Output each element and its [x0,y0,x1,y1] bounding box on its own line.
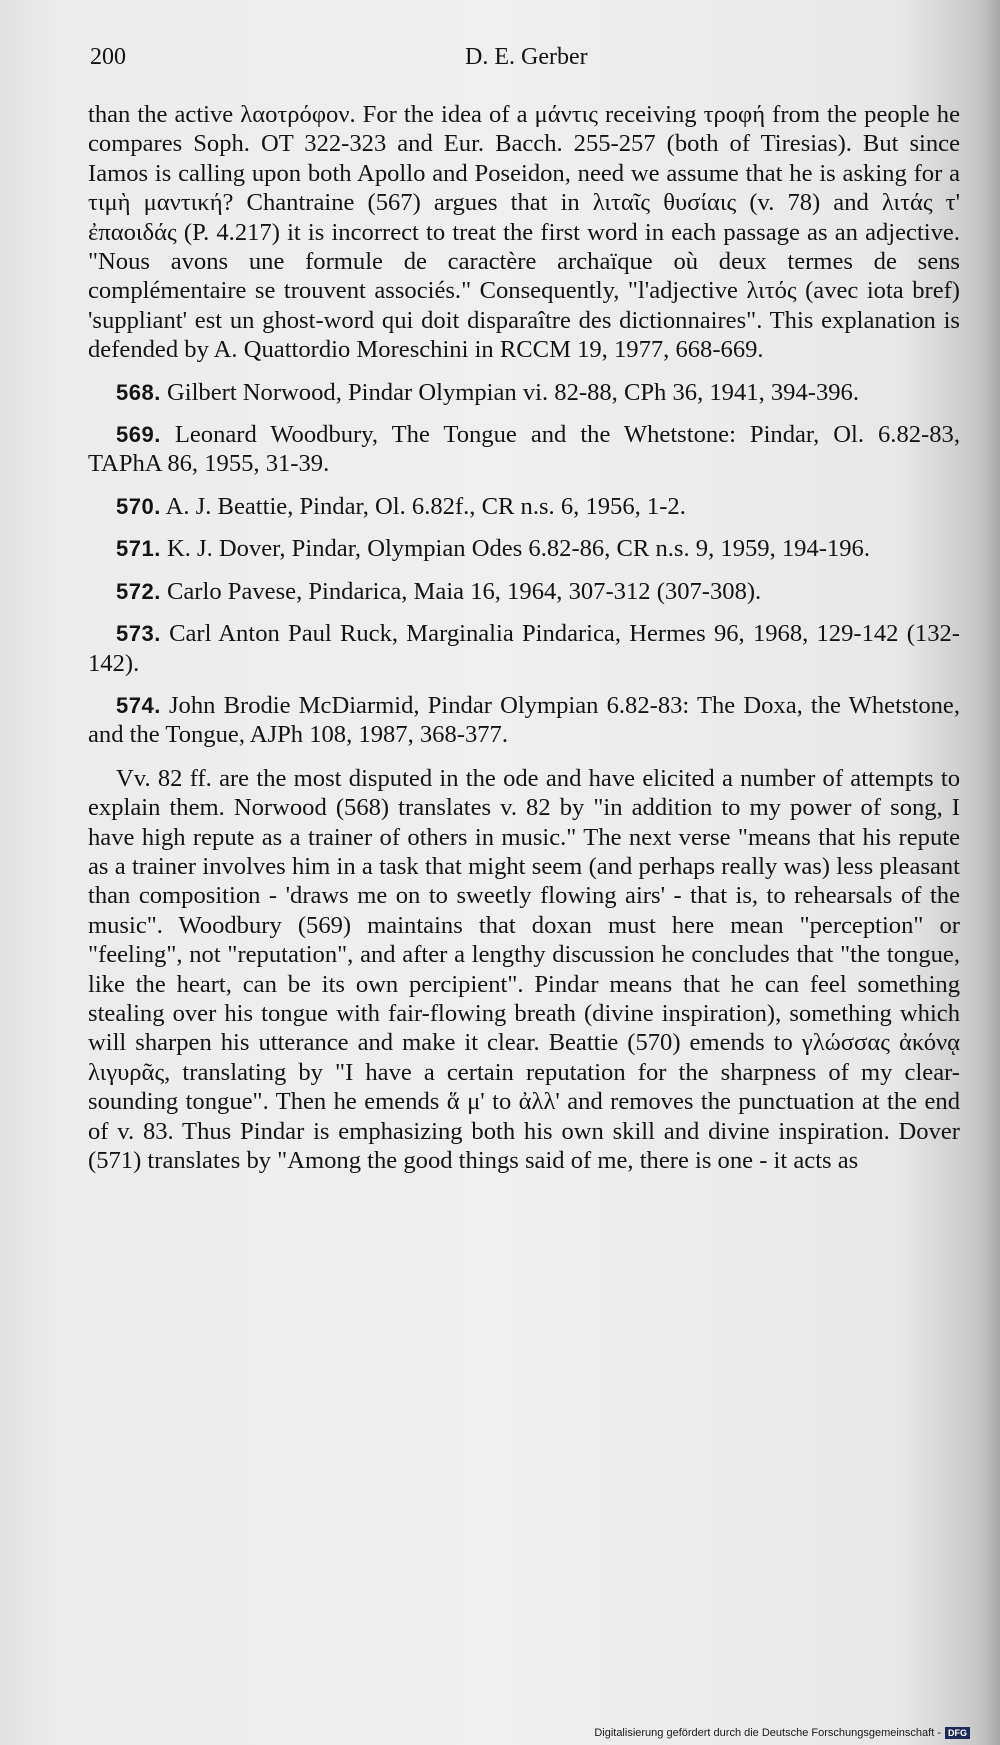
page-number: 200 [90,44,126,70]
reference-text: K. J. Dover, Pindar, Olympian Odes 6.82-86, CR n.s. 9, 1959, 194-196. [166,535,870,563]
reference-number: 571. [116,536,161,562]
reference-572 [88,577,960,606]
reference-570 [88,492,960,521]
running-head: D. E. Gerber [465,44,588,70]
body-text [88,100,960,1175]
reference-text: Leonard Woodbury, The Tongue and the Whetstone: Pindar, Ol. 6.82-83, TAPhA 86, 1955, 31-39. [88,421,960,478]
reference-number: 574. [116,692,161,718]
reference-number: 572. [116,578,161,604]
page-header [0,44,1000,84]
reference-text: John Brodie McDiarmid, Pindar Olympian 6.82-83: The Doxa, the Whetstone, and the Tongue, AJPh 108, 1987, 368-377. [88,691,960,749]
dfg-logo: DFG [945,1727,970,1739]
reference-573 [88,619,960,678]
page-gutter [978,0,1000,1745]
opening-paragraph: than the active λαοτρόφον. For the idea of a μάντις receiving τροφή from the people he compares Soph. OT 322-323 and Eur. Bacch. 255-257 (both of Tiresias). But since Iamos is calling upon both Apollo and Poseidon, need we assume that he is asking for a τιμὴ μαντική? Chantraine (567) argues that in λιταῖς θυσίαις (v. 78) and λιτάς τ' ἐπαοιδάς (P. 4.217) it is incorrect to treat the first word in each passage as an adjective. "Nous avons une formule de caractère archaïque où deux termes de sens complémentaire se trouvent associés." Consequently, "l'adjective λιτός (avec iota bref) 'suppliant' est un ghost-word qui doit disparaître des dictionnaires". This explanation is defended by A. Quattordio Moreschini in RCCM 19, 1977, 668-669. [88,101,960,364]
reference-number: 573. [116,621,161,647]
reference-number: 568. [116,379,161,405]
reference-text: Carl Anton Paul Ruck, Marginalia Pindarica, Hermes 96, 1968, 129-142 (132-142). [88,620,960,677]
reference-text: Carlo Pavese, Pindarica, Maia 16, 1964, 307-312 (307-308). [166,577,762,605]
reference-number: 570. [116,493,161,519]
reference-568 [88,378,960,407]
digitization-credit [594,1727,970,1739]
reference-574 [88,691,960,750]
closing-paragraph: Vv. 82 ff. are the most disputed in the ode and have elicited a number of attempts to explain them. Norwood (568) translates v. 82 by "in addition to my power of song, I have high repute as a trainer of others in music." The next verse "means that his repute as a trainer involves him in a task that might seem (and perhaps really was) less pleasant than composition - 'draws me on to sweetly flowing airs' - that is, to rehearsals of the music". Woodbury (569) maintains that doxan must here mean "perception" or "feeling", not "reputation", and after a lengthy discussion he concludes that "the tongue, like the heart, can be its own percipient". Pindar means that he can feel something stealing over his tongue with fair-flowing breath (divine inspiration), something which will sharpen his utterance and make it clear. Beattie (570) emends to γλώσσας ἀκόνᾳ λιγυρᾶς, translating by "I have a certain reputation for the sharpness of my clear-sounding tongue". Then he emends ἅ μ' to ἀλλ' and removes the punctuation at the end of v. 83. Thus Pindar is emphasizing both his own skill and divine inspiration. Dover (571) translates by "Among the good things said of me, there is one - it acts as [88,764,960,1174]
reference-569 [88,420,960,479]
reference-571 [88,534,960,563]
reference-text: Gilbert Norwood, Pindar Olympian vi. 82-88, CPh 36, 1941, 394-396. [166,378,859,406]
credit-text: Digitalisierung gefördert durch die Deutsche Forschungsgemeinschaft - [594,1727,941,1739]
reference-number: 569. [116,422,161,448]
reference-text: A. J. Beattie, Pindar, Ol. 6.82f., CR n.s. 6, 1956, 1-2. [165,492,686,520]
